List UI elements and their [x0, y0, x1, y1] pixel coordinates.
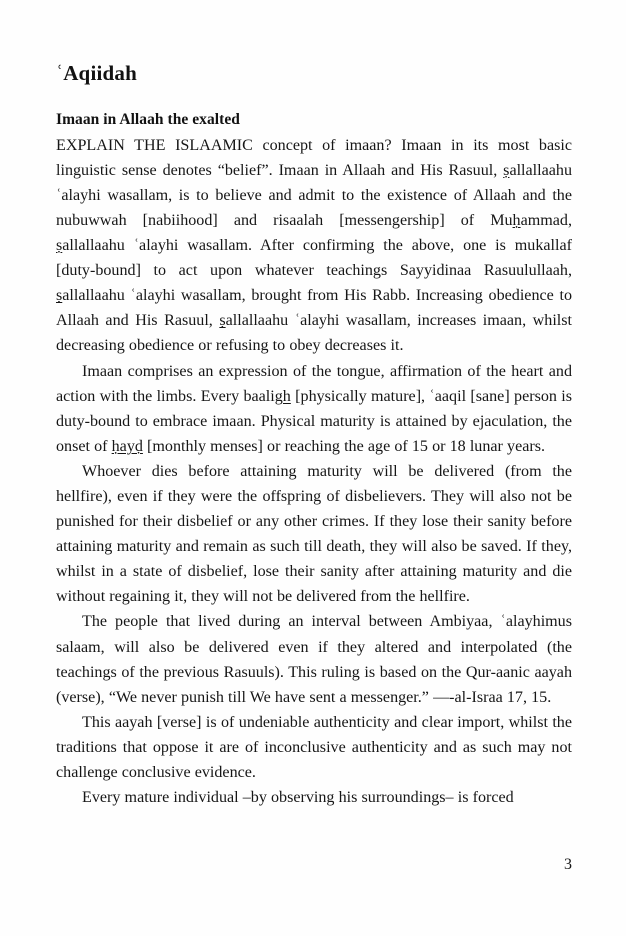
paragraph-3: Whoever dies before attaining maturity will be delivered (from the hellfire), even if they were the offspring of disbelievers. They will also not be punished for their disbelief or any other crimes. If they lose their sanity before attaining maturity and remain as such till death, they will also be saved. If they, whilst in a state of disbelief, lose their sanity after attaining maturity and die without regaining it, they will not be delivered from the hellfire.: [56, 462, 572, 606]
page-number: 3: [564, 856, 572, 873]
paragraph-5: This aayah [verse] is of undeniable authenticity and clear import, whilst the traditions that oppose it are of inconclusive authenticity and as such may not challenge conclusive evidence.: [56, 713, 572, 782]
section-heading: Imaan in Allaah the exalted: [56, 111, 240, 129]
page-title: ʿAqiidah: [56, 61, 137, 85]
paragraph-6: Every mature individual –by observing his surroundings– is forced: [82, 789, 514, 807]
page-content: [56, 62, 572, 810]
paragraph-2: Imaan comprises an expression of the tongue, affirmation of the heart and action with the limbs. Every baaligh [physically mature], ʿaaqil [sane] person is duty-bound to embrace imaan. Physical maturity is attained by ejaculation, the onset of ḥayḍ [monthly menses] or reaching the age of 15 or 18 lunar years.: [56, 362, 572, 455]
paragraph-1: EXPLAIN THE ISLAAMIC concept of imaan? Imaan in its most basic linguistic sense denotes “belief”. Imaan in Allaah and His Rasuul, ṣallallaahu ʿalayhi wasallam, is to believe and admit to the existence of Allaah and the nubuwwah [nabiihood] and risaalah [messengership] of Muḥammad, ṣallallaahu ʿalayhi wasallam. After confirming the above, one is mukallaf [duty-bound] to act upon whatever teachings Sayyidinaa Rasuulullaah, ṣallallaahu ʿalayhi wasallam, brought from His Rabb. Increasing obedience to Allaah and His Rasuul, ṣallallaahu ʿalayhi wasallam, increases imaan, whilst decreasing obedience or refusing to obey decreases it.: [56, 136, 572, 355]
paragraph-4: The people that lived during an interval between Ambiyaa, ʿalayhimus salaam, will also be delivered even if they altered and interpolated (the teachings of the previous Rasuuls). This ruling is based on the Qur-aanic aayah (verse), “We never punish till We have sent a messenger.” —-al-Israa 17, 15.: [56, 613, 572, 706]
